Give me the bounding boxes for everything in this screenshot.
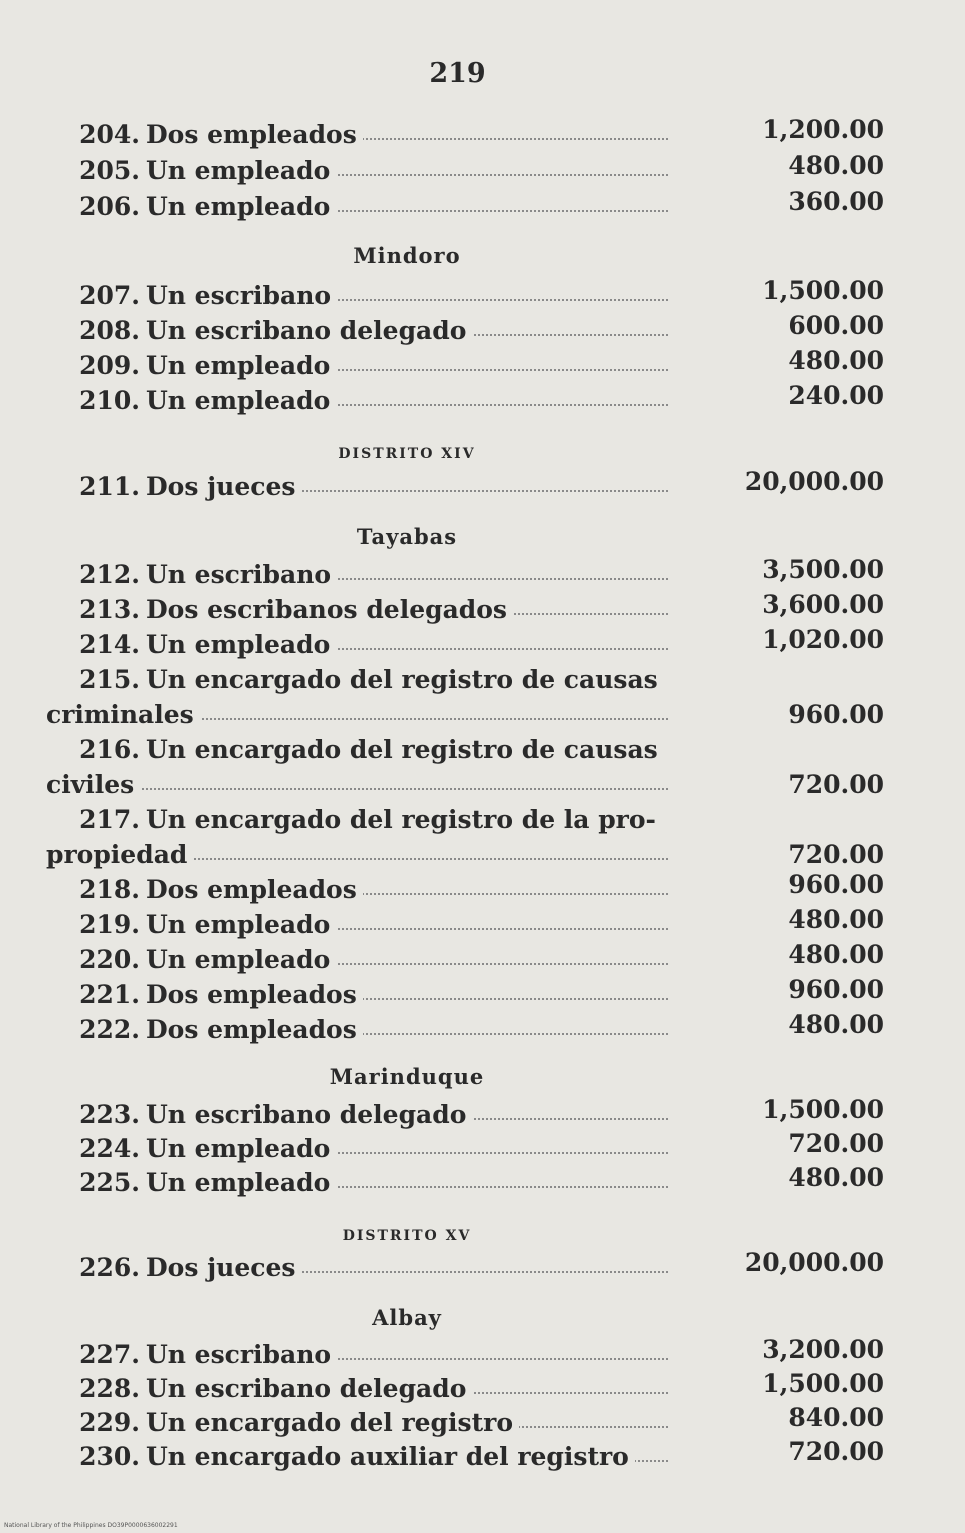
entry-label-text: civiles	[46, 770, 140, 799]
entry-label-text: Un empleado	[146, 386, 336, 415]
entry-amount: 1,500.00	[762, 1095, 884, 1124]
entry-label	[146, 192, 668, 221]
entry-amount: 480.00	[788, 940, 884, 969]
entry-amount: 480.00	[788, 905, 884, 934]
entry-label-text: propiedad	[46, 840, 193, 869]
entry-label-text: Un empleado	[146, 1168, 336, 1197]
entry-amount: 240.00	[788, 381, 884, 410]
budget-entry	[0, 381, 965, 422]
budget-entry-line1	[0, 735, 965, 771]
entry-number: 218.	[79, 875, 140, 904]
entry-label	[146, 1100, 668, 1129]
entry-number: 227.	[79, 1340, 140, 1369]
entry-number: 214.	[79, 630, 140, 659]
entry-label-line2	[46, 700, 668, 729]
section-heading: Marinduque	[329, 1064, 485, 1089]
entry-amount: 20,000.00	[744, 1248, 884, 1277]
entry-amount: 480.00	[788, 346, 884, 375]
budget-entry-line2	[0, 700, 965, 736]
entry-label	[146, 156, 668, 185]
entry-label-text: Dos escribanos delegados	[146, 595, 513, 624]
entry-number: 215.	[79, 665, 140, 694]
entry-number: 226.	[79, 1253, 140, 1282]
entry-label-text: Un empleado	[146, 351, 336, 380]
budget-entry	[0, 1010, 965, 1051]
entry-number: 217.	[79, 805, 140, 834]
section-heading: Tayabas	[356, 524, 458, 549]
entry-number: 208.	[79, 316, 140, 345]
entry-amount: 960.00	[788, 870, 884, 899]
entry-label	[146, 1340, 668, 1369]
entry-label-text: Un escribano delegado	[146, 316, 472, 345]
budget-entry	[0, 1163, 965, 1204]
entry-number: 205.	[79, 156, 140, 185]
entry-label	[146, 281, 668, 310]
entry-amount: 1,500.00	[762, 276, 884, 305]
budget-entry-line2	[0, 770, 965, 806]
budget-entry	[0, 467, 965, 508]
entry-number: 209.	[79, 351, 140, 380]
entry-number: 225.	[79, 1168, 140, 1197]
entry-label-text: Un empleado	[146, 156, 336, 185]
entry-amount: 840.00	[788, 1403, 884, 1432]
entry-label-line2	[46, 840, 668, 869]
entry-number: 213.	[79, 595, 140, 624]
entry-label	[146, 472, 668, 501]
entry-label	[146, 120, 668, 149]
entry-amount: 360.00	[788, 187, 884, 216]
entry-amount: 20,000.00	[744, 467, 884, 496]
entry-label-text: Un empleado	[146, 630, 336, 659]
entry-label-text: Un encargado auxiliar del registro	[146, 1442, 635, 1471]
entry-amount: 720.00	[788, 770, 884, 799]
entry-label	[146, 560, 668, 589]
entry-label-text: Dos empleados	[146, 875, 363, 904]
entry-label	[146, 980, 668, 1009]
entry-number: 230.	[79, 1442, 140, 1471]
entry-amount: 960.00	[788, 975, 884, 1004]
entry-label-text: Dos jueces	[146, 472, 301, 501]
entry-label	[146, 1408, 668, 1437]
entry-amount: 720.00	[788, 1437, 884, 1466]
budget-entry	[0, 187, 965, 228]
section-heading: Mindoro	[353, 243, 461, 268]
entry-label-line1	[146, 735, 668, 764]
section-heading: DISTRITO XIV	[338, 446, 476, 462]
entry-amount: 3,600.00	[762, 590, 884, 619]
entry-label-text: Un escribano	[146, 281, 337, 310]
entry-number: 220.	[79, 945, 140, 974]
entry-label	[146, 1442, 668, 1471]
entry-label	[146, 1134, 668, 1163]
entry-amount: 720.00	[788, 840, 884, 869]
page-number: 219	[429, 58, 486, 89]
budget-entry-line1	[0, 665, 965, 701]
entry-label	[146, 595, 668, 624]
entry-number: 223.	[79, 1100, 140, 1129]
entry-number: 206.	[79, 192, 140, 221]
entry-label-text: Dos empleados	[146, 120, 363, 149]
entry-amount: 1,020.00	[762, 625, 884, 654]
entry-number: 219.	[79, 910, 140, 939]
entry-label	[146, 316, 668, 345]
entry-label	[146, 386, 668, 415]
entry-label-line2	[46, 770, 668, 799]
entry-label-text: Un encargado del registro de causas	[146, 665, 664, 694]
entry-amount: 480.00	[788, 151, 884, 180]
budget-entry	[0, 1437, 965, 1478]
entry-label-text: Dos jueces	[146, 1253, 301, 1282]
entry-label-text: Dos empleados	[146, 980, 363, 1009]
entry-number: 228.	[79, 1374, 140, 1403]
entry-label	[146, 1015, 668, 1044]
entry-label-text: criminales	[46, 700, 200, 729]
footer-credit: National Library of the Philippines DO39P0000636002291	[4, 1522, 178, 1529]
entry-label-text: Un escribano delegado	[146, 1100, 472, 1129]
entry-number: 207.	[79, 281, 140, 310]
entry-label-text: Un encargado del registro de la pro-	[146, 805, 662, 834]
entry-label	[146, 910, 668, 939]
entry-label-text: Un escribano	[146, 1340, 337, 1369]
entry-number: 224.	[79, 1134, 140, 1163]
entry-amount: 960.00	[788, 700, 884, 729]
entry-amount: 3,500.00	[762, 555, 884, 584]
entry-number: 211.	[79, 472, 140, 501]
section-heading: Albay	[372, 1305, 442, 1330]
entry-amount: 480.00	[788, 1163, 884, 1192]
entry-amount: 480.00	[788, 1010, 884, 1039]
entry-number: 216.	[79, 735, 140, 764]
entry-label-text: Un encargado del registro de causas	[146, 735, 664, 764]
entry-label-text: Un escribano delegado	[146, 1374, 472, 1403]
entry-label	[146, 630, 668, 659]
budget-entry-line1	[0, 805, 965, 841]
entry-amount: 1,500.00	[762, 1369, 884, 1398]
entry-label	[146, 351, 668, 380]
entry-number: 204.	[79, 120, 140, 149]
entry-label-text: Un escribano	[146, 560, 337, 589]
entry-label-text: Un empleado	[146, 945, 336, 974]
budget-entry	[0, 1248, 965, 1289]
entry-label	[146, 875, 668, 904]
entry-amount: 1,200.00	[762, 115, 884, 144]
entry-label-line1	[146, 805, 668, 834]
entry-label-text: Un empleado	[146, 192, 336, 221]
entry-label	[146, 1374, 668, 1403]
entry-label-text: Un empleado	[146, 1134, 336, 1163]
entry-number: 221.	[79, 980, 140, 1009]
entry-number: 229.	[79, 1408, 140, 1437]
entry-label	[146, 945, 668, 974]
entry-number: 212.	[79, 560, 140, 589]
budget-entry	[0, 625, 965, 666]
entry-number: 222.	[79, 1015, 140, 1044]
entry-label-text: Un encargado del registro	[146, 1408, 519, 1437]
entry-label-text: Dos empleados	[146, 1015, 363, 1044]
entry-label-text: Un empleado	[146, 910, 336, 939]
entry-label	[146, 1168, 668, 1197]
entry-number: 210.	[79, 386, 140, 415]
entry-amount: 720.00	[788, 1129, 884, 1158]
section-heading: DISTRITO XV	[342, 1228, 472, 1244]
entry-amount: 3,200.00	[762, 1335, 884, 1364]
entry-label-line1	[146, 665, 668, 694]
entry-amount: 600.00	[788, 311, 884, 340]
entry-label	[146, 1253, 668, 1282]
